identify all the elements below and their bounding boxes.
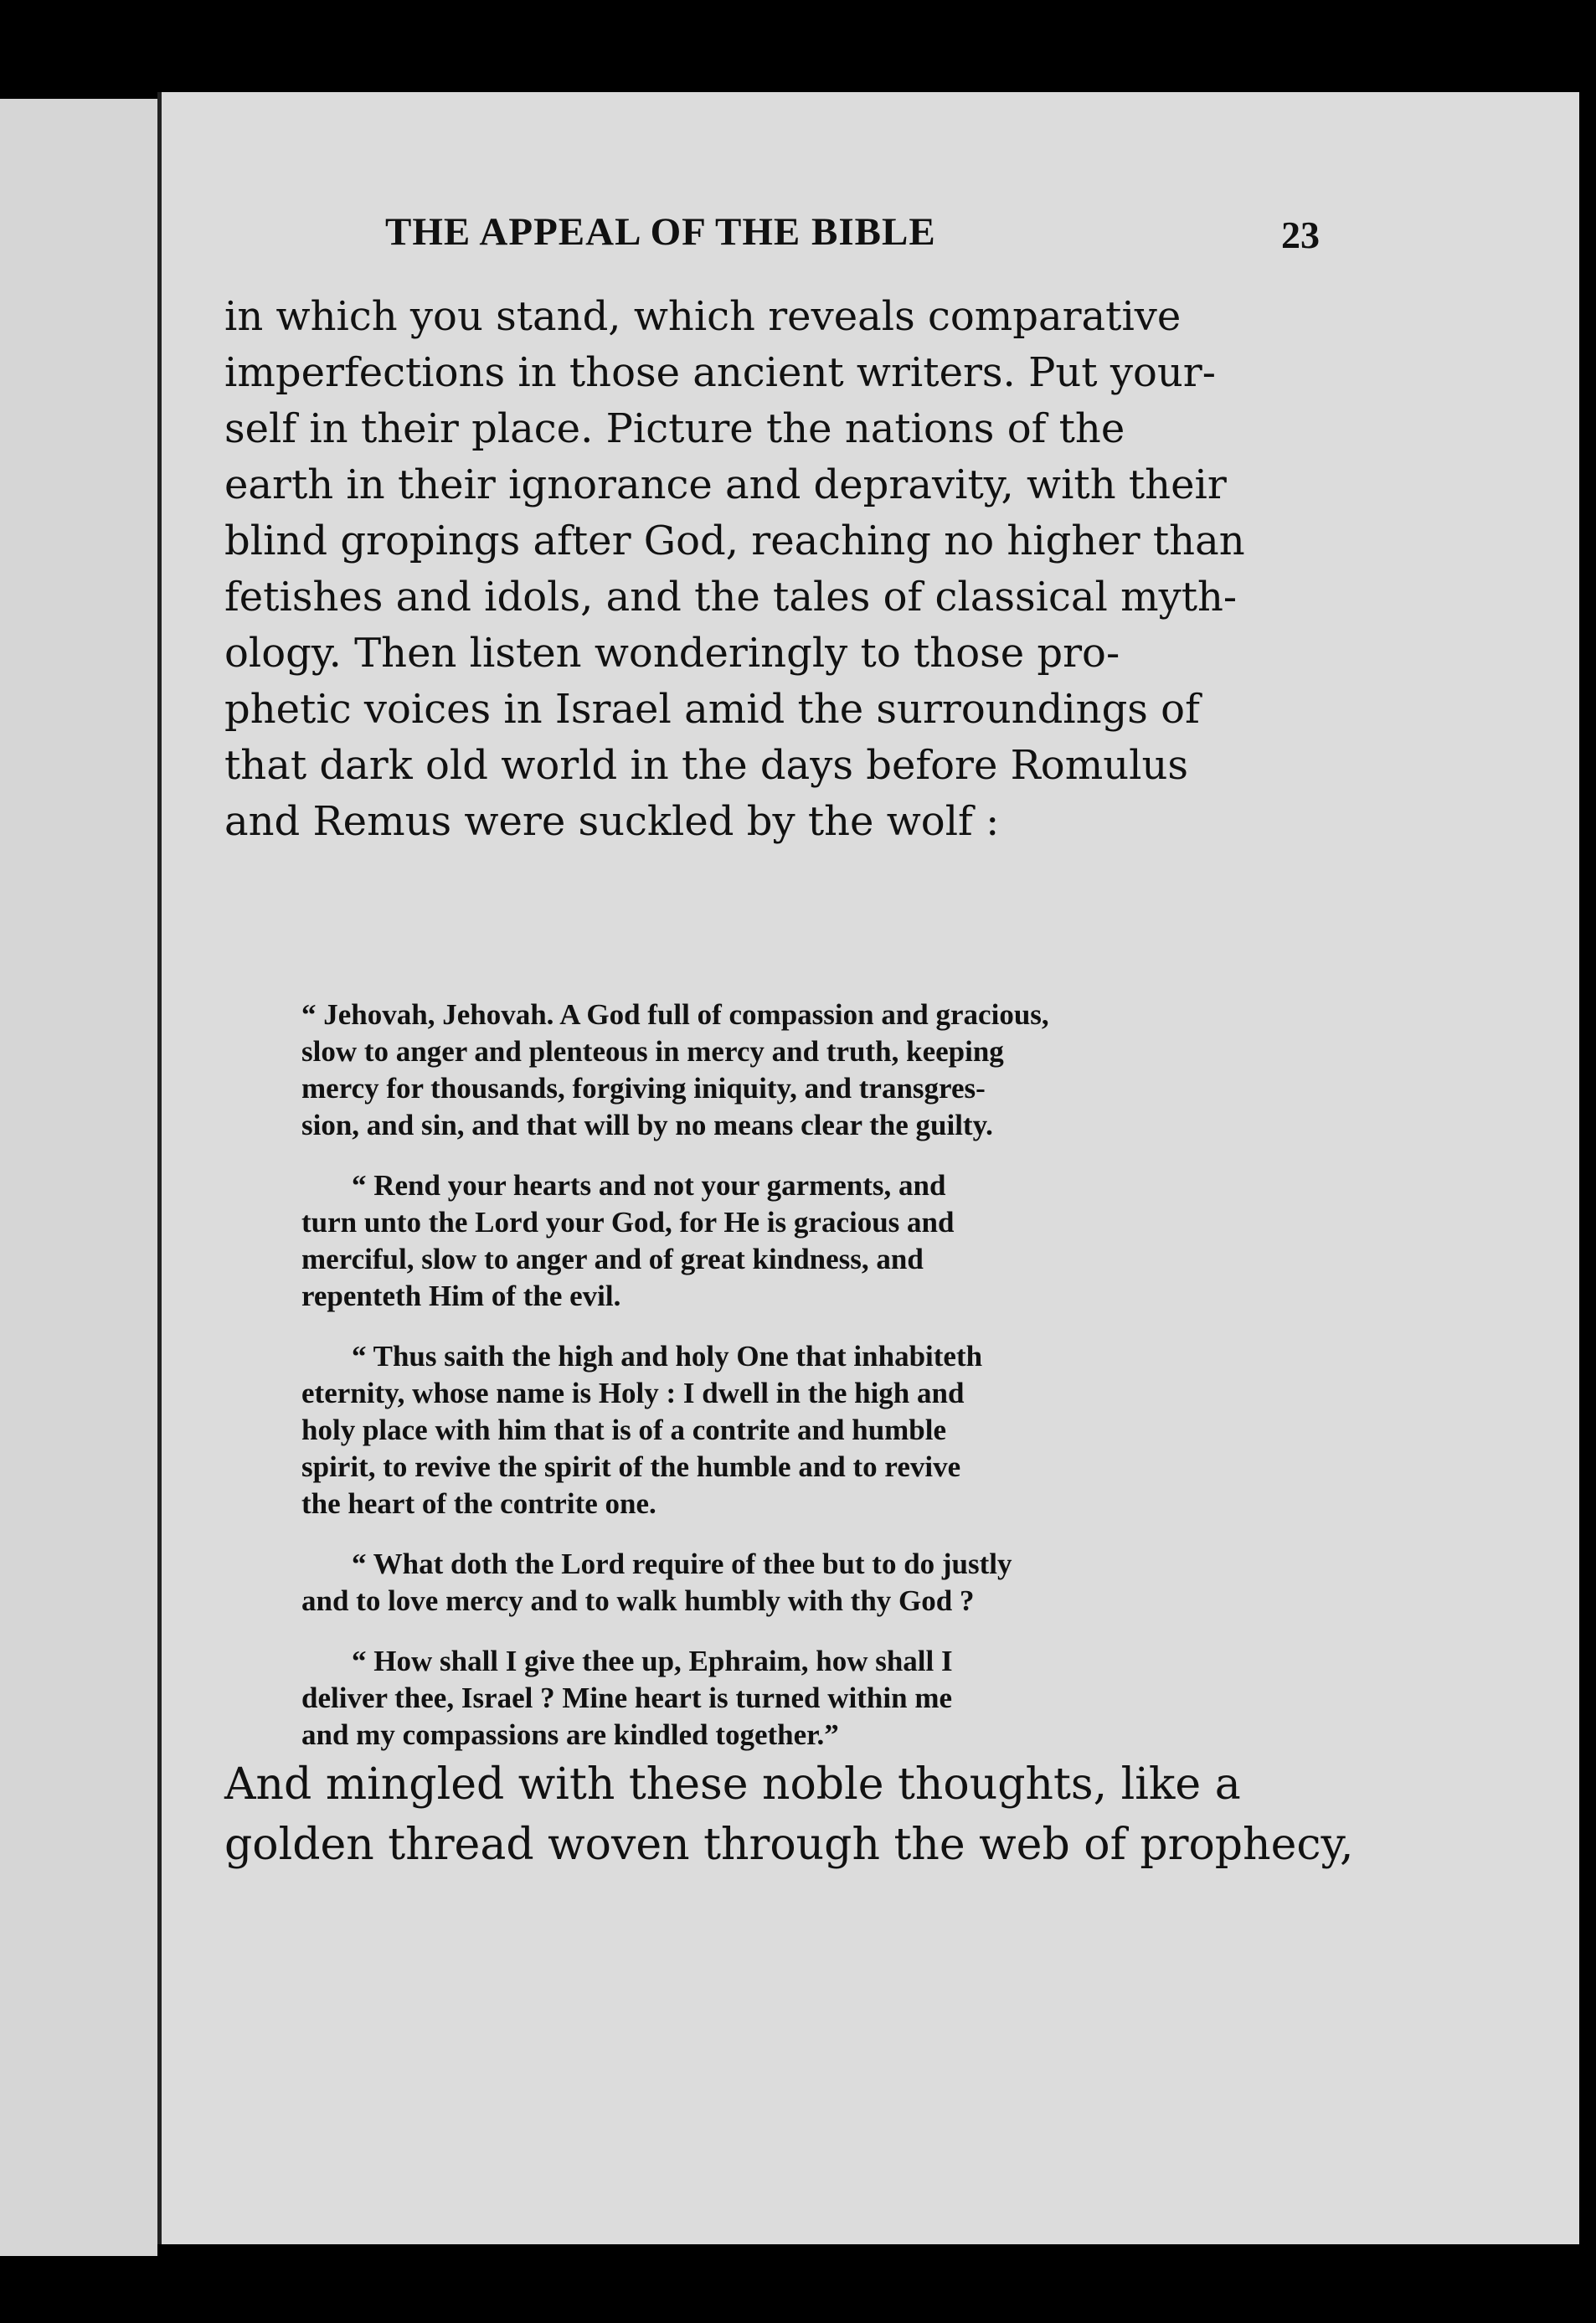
quote-line: “ Jehovah, Jehovah. A God full of compassion and gracious, [301,998,1049,1031]
quote-line: and to love mercy and to walk humbly with thy God ? [301,1584,975,1617]
text-line: imperfections in those ancient writers. Put your- [224,349,1216,396]
page-number: 23 [1281,214,1320,256]
quote-line: and my compassions are kindled together.” [301,1718,839,1751]
quote-line: repenteth Him of the evil. [301,1280,621,1312]
top-speck [857,92,882,116]
text-line: self in their place. Picture the nations of the [224,405,1125,452]
quote-line: merciful, slow to anger and of great kindness, and [301,1243,924,1275]
quote-block [301,1643,1382,1754]
quote-line: “ What doth the Lord require of thee but to do justly [352,1548,1012,1580]
paragraph-top [224,289,1397,850]
running-title: THE APPEAL OF THE BIBLE [385,210,936,254]
quote-line: the heart of the contrite one. [301,1487,656,1520]
text-line: that dark old world in the days before Romulus [224,742,1189,789]
text-line: earth in their ignorance and depravity, with their [224,461,1227,508]
text-line: fetishes and idols, and the tales of classical myth- [224,574,1238,621]
quote-block [301,997,1382,1144]
text-line: in which you stand, which reveals comparative [224,293,1182,340]
quote-line: “ Thus saith the high and holy One that inhabiteth [352,1340,983,1373]
quote-line: holy place with him that is of a contrite and humble [301,1414,947,1446]
quote-line: slow to anger and plenteous in mercy and truth, keeping [301,1035,1004,1068]
quote-line: eternity, whose name is Holy : I dwell in the high and [301,1377,965,1409]
text-line: blind gropings after God, reaching no higher than [224,518,1245,564]
text-line: and Remus were suckled by the wolf : [224,798,1000,845]
quote-line: mercy for thousands, forgiving iniquity, and transgres- [301,1072,986,1105]
left-page-edge [0,99,157,2256]
paragraph-bottom [224,1754,1397,1875]
quote-line: “ How shall I give thee up, Ephraim, how shall I [352,1645,953,1677]
quote-block [301,1546,1382,1620]
text-line: ology. Then listen wonderingly to those pro- [224,630,1120,677]
quote-line: turn unto the Lord your God, for He is gracious and [301,1206,955,1239]
running-head [385,209,1390,260]
quote-line: “ Rend your hearts and not your garments, and [352,1169,946,1202]
quote-line: sion, and sin, and that will by no means clear the guilty. [301,1109,993,1141]
quote-line: spirit, to revive the spirit of the humble and to revive [301,1450,961,1483]
text-line: And mingled with these noble thoughts, like a [224,1759,1241,1810]
quote-block [301,1167,1382,1315]
gutter-line [157,92,162,2244]
scripture-quotes [301,997,1382,1777]
text-line: golden thread woven through the web of prophecy, [224,1820,1354,1870]
quote-line: deliver thee, Israel ? Mine heart is turned within me [301,1682,953,1714]
quote-block [301,1338,1382,1522]
text-line: phetic voices in Israel amid the surroundings of [224,686,1200,733]
